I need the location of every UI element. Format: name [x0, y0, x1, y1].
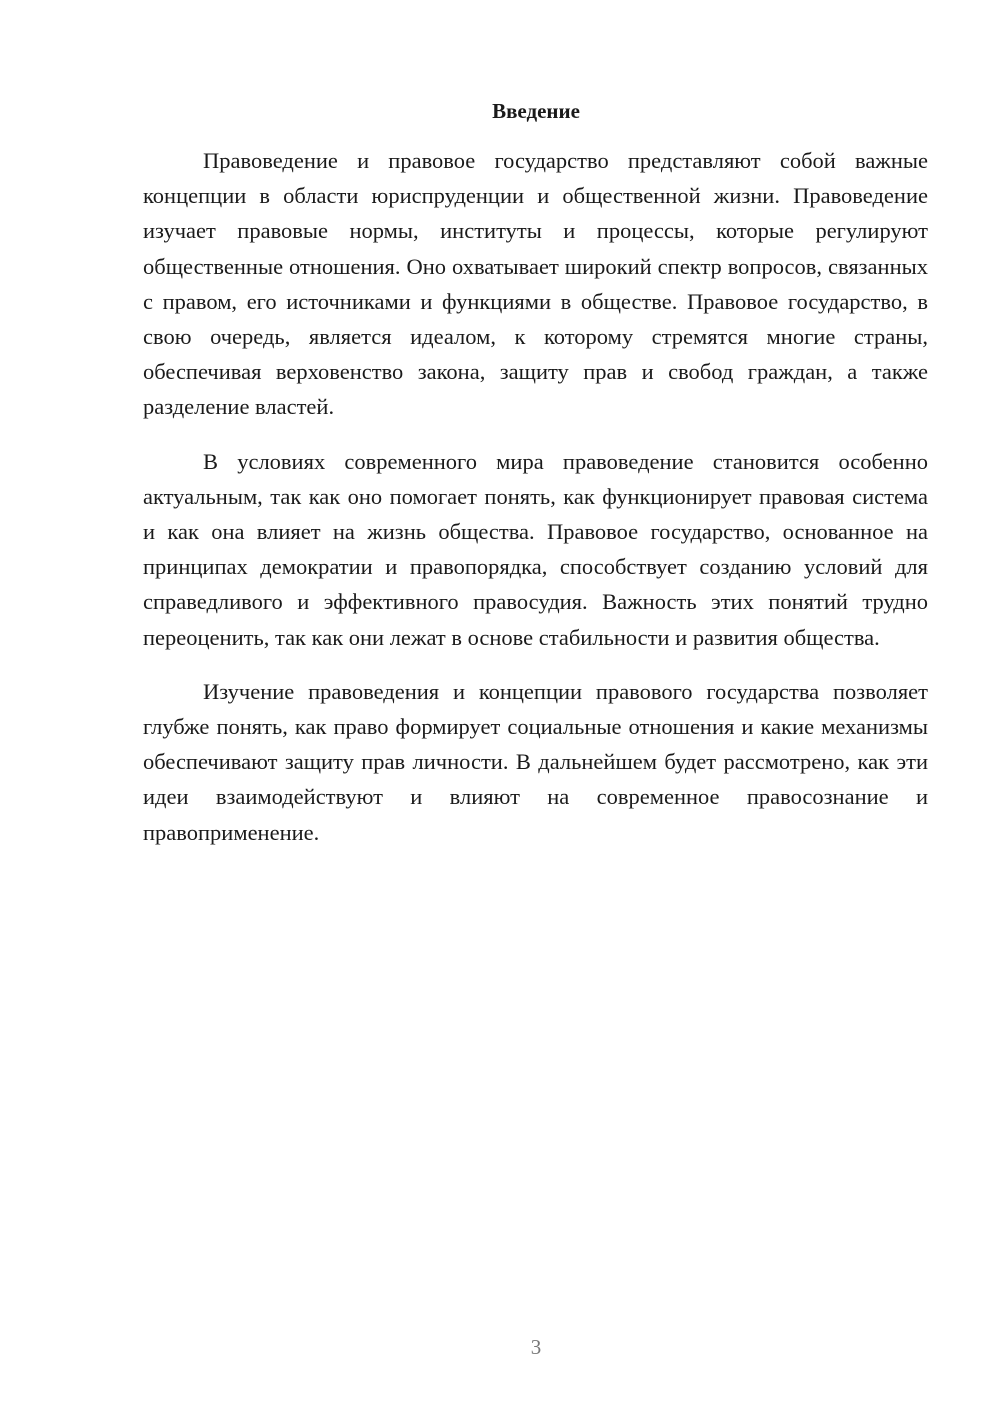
page-number: 3 [530, 1335, 542, 1359]
paragraph-3: Изучение правоведения и концепции правового государства позволяет глубже понять, как право формирует социальные отношения и какие механизмы обеспечивают защиту прав личности. В дальнейшем будет рассмотрено, как эти идеи взаимодействуют и влияют на современное правосознание и правоприменение. [143, 678, 928, 845]
body-text [143, 143, 928, 869]
section-heading: Введение [492, 99, 580, 123]
paragraph-2: В условиях современного мира правоведение становится особенно актуальным, так как оно помогает понять, как функционирует правовая система и как она влияет на жизнь общества. Правовое государство, основанное на принципах демократии и правопорядка, способствует созданию условий для справедливого и эффективного правосудия. Важность этих понятий трудно переоценить, так как они лежат в основе стабильности и развития общества. [143, 448, 928, 650]
paragraph-1: Правоведение и правовое государство представляют собой важные концепции в области юриспруденции и общественной жизни. Правоведение изучает правовые нормы, институты и процессы, которые регулируют общественные отношения. Оно охватывает широкий спектр вопросов, связанных с правом, его источниками и функциями в обществе. Правовое государство, в свою очередь, является идеалом, к которому стремятся многие страны, обеспечивая верховенство закона, защиту прав и свобод граждан, а также разделение властей. [143, 148, 928, 420]
